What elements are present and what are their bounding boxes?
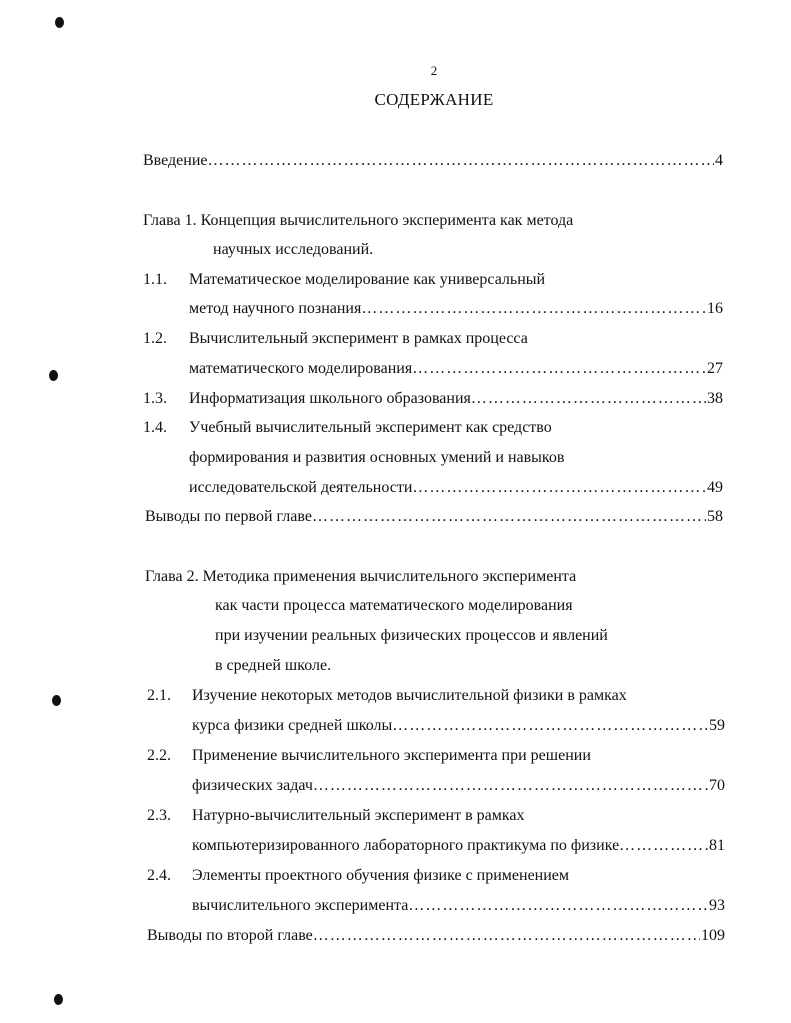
toc-page: 59 xyxy=(709,717,725,734)
chapter-heading: Глава 1. Концепция вычислительного эксперимента как метода xyxy=(143,212,574,229)
leader-dots xyxy=(471,389,706,409)
section-number: 1.4. xyxy=(143,419,167,436)
toc-label: курса физики средней школы xyxy=(192,717,393,734)
chapter-heading-cont: в средней школе. xyxy=(215,657,332,674)
toc-page: 93 xyxy=(709,897,725,914)
section-title-cont: формирования и развития основных умений и навыков xyxy=(189,449,565,466)
toc-label: Введение xyxy=(143,152,208,169)
binding-hole-mark xyxy=(54,994,63,1005)
chapter-heading-cont: научных исследований. xyxy=(213,241,374,258)
toc-label: физических задач xyxy=(192,777,313,794)
page-number: 2 xyxy=(430,63,438,78)
section-title: Математическое моделирование как универсальный xyxy=(189,271,546,288)
chapter-heading: Глава 2. Методика применения вычислительного эксперимента xyxy=(145,568,577,585)
leader-dots xyxy=(361,299,706,319)
leader-dots xyxy=(619,836,708,856)
toc-entry-1-2 xyxy=(189,359,723,379)
toc-page: 70 xyxy=(709,777,725,794)
leader-dots xyxy=(392,716,708,736)
toc-entry-1-1 xyxy=(189,299,723,319)
toc-entry-2-2 xyxy=(192,776,725,796)
leader-dots xyxy=(312,507,706,527)
leader-dots xyxy=(412,478,706,498)
binding-hole-mark xyxy=(52,695,61,706)
toc-entry-1-3 xyxy=(189,389,723,409)
section-title: Учебный вычислительный эксперимент как средство xyxy=(189,419,552,436)
toc-label: математического моделирования xyxy=(189,360,413,377)
leader-dots xyxy=(208,151,715,171)
toc-page: 109 xyxy=(701,927,725,944)
leader-dots xyxy=(408,896,708,916)
toc-entry-conclusion-1 xyxy=(145,507,723,527)
toc-page: 16 xyxy=(707,300,723,317)
toc-label: метод научного познания xyxy=(189,300,362,317)
toc-page: 27 xyxy=(707,360,723,377)
section-number: 2.2. xyxy=(147,747,171,764)
toc-label: исследовательской деятельности xyxy=(189,479,413,496)
toc-label: Выводы по второй главе xyxy=(147,927,313,944)
toc-label: вычислительного эксперимента xyxy=(192,897,409,914)
section-number: 1.1. xyxy=(143,271,167,288)
chapter-heading-cont: при изучении реальных физических процессов и явлений xyxy=(215,627,608,644)
section-title: Элементы проектного обучения физике с применением xyxy=(192,867,570,884)
chapter-heading-cont: как части процесса математического моделирования xyxy=(215,597,573,614)
section-number: 2.4. xyxy=(147,867,171,884)
toc-entry-1-4 xyxy=(189,478,723,498)
toc-entry-2-3 xyxy=(192,836,725,856)
leader-dots xyxy=(412,359,706,379)
section-title: Изучение некоторых методов вычислительной физики в рамках xyxy=(192,687,627,704)
binding-hole-mark xyxy=(49,370,58,381)
section-number: 1.3. xyxy=(143,390,167,407)
toc-label: Выводы по первой главе xyxy=(145,508,312,525)
toc-page: 38 xyxy=(707,390,723,407)
toc-entry-2-1 xyxy=(192,716,725,736)
page-title: СОДЕРЖАНИЕ xyxy=(374,90,494,109)
toc-entry-intro xyxy=(143,151,723,171)
toc-label: Информатизация школьного образования xyxy=(189,390,471,407)
section-title: Вычислительный эксперимент в рамках процесса xyxy=(189,330,528,347)
toc-page: 49 xyxy=(707,479,723,496)
toc-entry-2-4 xyxy=(192,896,725,916)
section-title: Применение вычислительного эксперимента при решении xyxy=(192,747,591,764)
section-title: Натурно-вычислительный эксперимент в рамках xyxy=(192,807,525,824)
toc-page: 81 xyxy=(709,837,725,854)
section-number: 2.1. xyxy=(147,687,171,704)
leader-dots xyxy=(313,926,700,946)
toc-page: 4 xyxy=(715,152,723,169)
toc-label: компьютеризированного лабораторного практикума по физике xyxy=(192,837,620,854)
toc-entry-conclusion-2 xyxy=(147,926,725,946)
toc-page: 58 xyxy=(707,508,723,525)
section-number: 2.3. xyxy=(147,807,171,824)
binding-hole-mark xyxy=(55,17,64,28)
section-number: 1.2. xyxy=(143,330,167,347)
leader-dots xyxy=(313,776,708,796)
